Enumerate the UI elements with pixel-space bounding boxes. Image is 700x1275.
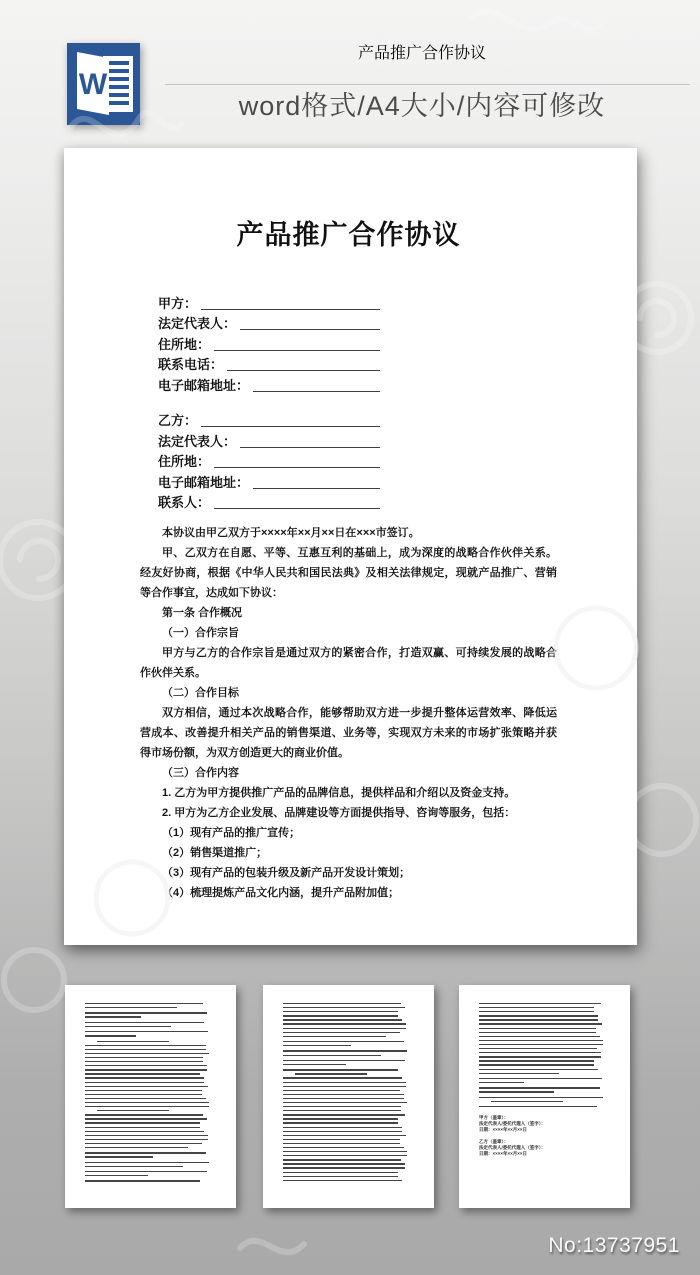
field-underline <box>201 426 380 427</box>
contract-paragraph: 本协议由甲乙双方于××××年××月××日在×××市签订。 <box>162 527 420 539</box>
contract-paragraph: （3）现有产品的包装升级及新产品开发设计策划； <box>162 867 411 879</box>
field-underline <box>227 370 380 371</box>
field-label: 法定代表人： <box>158 433 237 449</box>
field-label: 甲方： <box>158 295 198 311</box>
thumbnail-text-lines <box>85 1003 216 1183</box>
field-label: 电子邮箱地址： <box>158 377 250 393</box>
form-field-row <box>158 470 380 491</box>
field-underline <box>214 508 380 509</box>
word-icon <box>67 43 140 125</box>
header-divider <box>165 84 690 85</box>
field-underline <box>240 447 380 448</box>
document-preview-page-1[interactable] <box>64 148 637 945</box>
contract-page-3-thumbnail[interactable] <box>263 985 434 1208</box>
contract-paragraph: 第一条 合作概况 <box>162 607 243 619</box>
header-title: 产品推广合作协议 <box>357 45 486 62</box>
field-underline <box>253 488 380 489</box>
field-label: 电子邮箱地址： <box>158 474 250 490</box>
item-number: No:13737951 <box>548 1234 680 1257</box>
party-b-fields <box>158 409 380 512</box>
contract-paragraph: （三）合作内容 <box>162 767 239 779</box>
signature-line: 法定代表人/委托代理人（签字）： <box>479 1121 546 1126</box>
form-field-row <box>158 373 380 394</box>
form-field-row <box>158 450 380 471</box>
signature-line: 日期：××××年××月××日 <box>479 1151 528 1156</box>
field-underline <box>240 329 380 330</box>
contract-title: 产品推广合作协议 <box>236 220 461 250</box>
form-field-row <box>158 429 380 450</box>
contract-paragraph: （一）合作宗旨 <box>162 627 239 639</box>
field-underline <box>201 309 380 310</box>
form-field-row <box>158 312 380 333</box>
contract-paragraph: 双方相信，通过本次战略合作，能够帮助双方进一步提升整体运营效率、降低运营成本、改善提升相关产品的销售渠道、业务等，实现双方未来的市场扩张策略并获得市场份额，为双方创造更大的商业价值。 <box>140 707 557 759</box>
field-label: 乙方： <box>158 413 198 428</box>
contract-paragraph: 甲、乙双方在自愿、平等、互惠互利的基础上，成为深度的战略合作伙伴关系。经友好协商，根据《中华人民共和国民法典》及相关法律规定，现就产品推广、营销等合作事宜，达成如下协议： <box>140 547 557 599</box>
contract-paragraph: （1）现有产品的推广宣传； <box>162 827 301 839</box>
signature-line: 乙方（盖章）： <box>479 1139 509 1144</box>
field-label: 住所地： <box>158 336 211 352</box>
field-label: 联系电话： <box>158 357 224 372</box>
thumbnail-text-lines <box>479 1003 610 1107</box>
word-icon-letter: W <box>78 68 108 101</box>
form-field-row <box>158 353 380 374</box>
field-label: 法定代表人： <box>158 316 237 331</box>
contract-paragraph: （2）销售渠道推广； <box>162 847 268 859</box>
header-subtitle: word格式/A4大小/内容可修改 <box>238 91 606 121</box>
contract-page-4-thumbnail[interactable] <box>459 985 630 1208</box>
field-label: 联系人： <box>158 495 211 510</box>
contract-paragraph: 1. 乙方为甲方提供推广产品的品牌信息，提供样品和介绍以及资金支持。 <box>162 787 516 799</box>
field-underline <box>214 467 380 468</box>
signature-line: 日期：××××年××月××日 <box>479 1127 528 1132</box>
contract-paragraph: 2. 甲方为乙方企业发展、品牌建设等方面提供指导、咨询等服务，包括： <box>162 807 516 819</box>
field-underline <box>253 391 380 392</box>
contract-paragraph: （4）梳理提炼产品文化内涵，提升产品附加值； <box>162 887 400 899</box>
signature-block <box>479 1115 610 1157</box>
document-body <box>140 523 557 903</box>
contract-paragraph: 甲方与乙方的合作宗旨是通过双方的紧密合作，打造双赢、可持续发展的战略合作伙伴关系。 <box>140 647 557 679</box>
form-field-row <box>158 491 380 512</box>
form-field-row <box>158 409 380 430</box>
party-a-fields <box>158 291 380 394</box>
thumbnail-text-lines <box>283 1003 414 1183</box>
contract-page-2-thumbnail[interactable] <box>65 985 236 1208</box>
field-underline <box>214 350 380 351</box>
signature-line: 甲方（盖章）： <box>479 1115 509 1120</box>
contract-paragraph: （二）合作目标 <box>162 687 239 699</box>
signature-line: 法定代表人/委托代理人（签字）： <box>479 1145 546 1150</box>
form-field-row <box>158 291 380 312</box>
form-field-row <box>158 332 380 353</box>
field-label: 住所地： <box>158 454 211 469</box>
